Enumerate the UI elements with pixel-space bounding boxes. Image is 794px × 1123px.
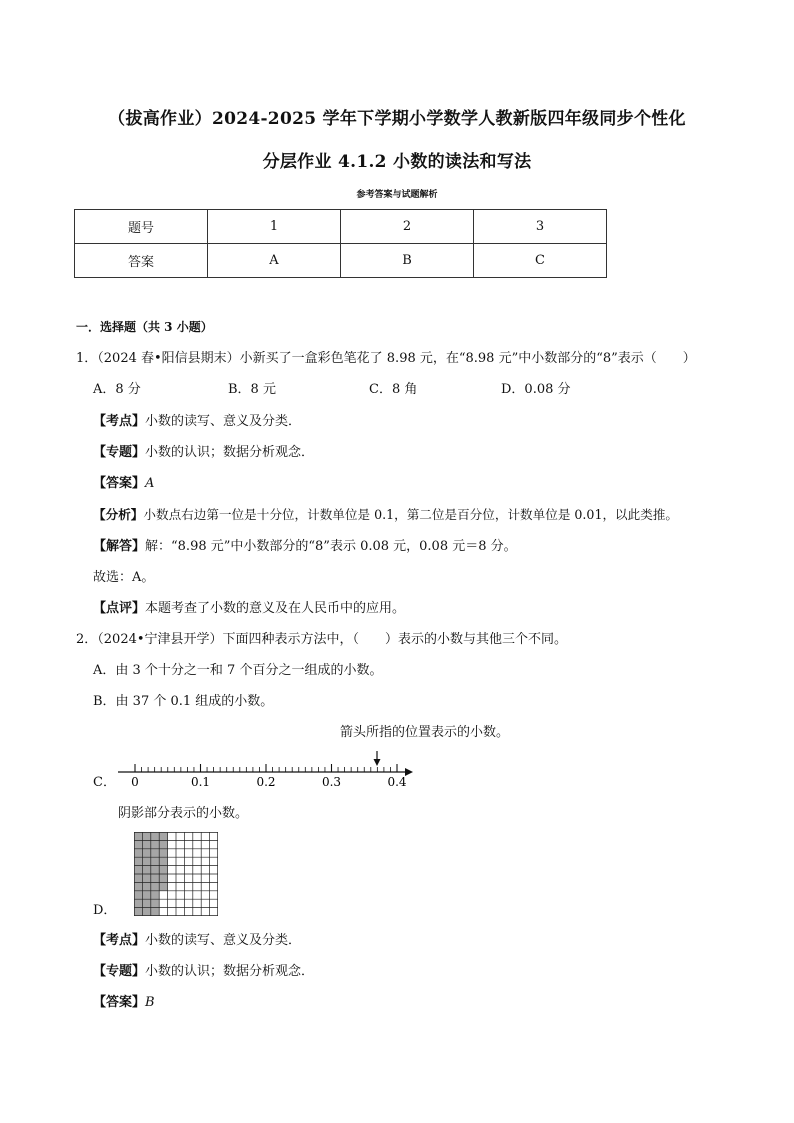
answer-table-row-answer xyxy=(75,244,607,278)
shaded-cell xyxy=(142,849,150,857)
table-cell: 3 xyxy=(474,210,607,244)
shaded-cell xyxy=(151,840,159,848)
axis-tick-label: 0.3 xyxy=(321,775,342,789)
q2-zhuanti xyxy=(93,964,314,980)
zhuanti-tag: 【专题】 xyxy=(93,445,146,460)
q2-stem: 2．（2024•宁津县开学）下面四种表示方法中，（ ）表示的小数与其他三个不同。 xyxy=(76,632,568,647)
analysis-tag: 【分析】 xyxy=(93,507,144,522)
shaded-cell xyxy=(134,874,142,882)
table-cell: 题号 xyxy=(75,210,208,244)
hundred-grid-figure xyxy=(134,832,218,916)
shaded-cell xyxy=(134,899,142,907)
shaded-cell xyxy=(151,908,159,916)
q2-option-a: A．由 3 个十分之一和 7 个百分之一组成的小数。 xyxy=(93,663,383,678)
shaded-cell xyxy=(151,891,159,899)
axis-tick-label: 0.4 xyxy=(387,775,407,789)
zhuanti-tag: 【专题】 xyxy=(93,964,146,979)
pointer-arrow-icon xyxy=(374,751,381,766)
q2-answer xyxy=(93,995,155,1011)
shaded-cell xyxy=(159,849,167,857)
document-title-line1: （拔高作业）2024-2025 学年下学期小学数学人教新版四年级同步个性化 xyxy=(108,109,686,129)
shaded-cell xyxy=(134,840,142,848)
kaodian-tag: 【考点】 xyxy=(93,933,146,948)
shaded-cell xyxy=(151,849,159,857)
q1-option-c: C．8 角 xyxy=(369,382,418,397)
table-cell: B xyxy=(341,244,474,278)
shaded-cell xyxy=(151,866,159,874)
number-line-ticks xyxy=(135,764,397,772)
q1-kaodian xyxy=(93,414,301,430)
zhuanti-text: 小数的认识；数据分析观念． xyxy=(145,445,315,460)
kaodian-text: 小数的读写、意义及分类． xyxy=(145,933,302,948)
shaded-cell xyxy=(159,840,167,848)
q1-answer xyxy=(93,476,154,492)
shaded-cell xyxy=(159,866,167,874)
shaded-cell xyxy=(134,849,142,857)
answer-text: A xyxy=(145,476,155,491)
table-cell: C xyxy=(474,244,607,278)
shaded-cell xyxy=(159,874,167,882)
answer-text: B xyxy=(145,995,155,1010)
shaded-cell xyxy=(151,832,159,840)
shaded-cell xyxy=(159,882,167,890)
shaded-cell xyxy=(151,882,159,890)
q1-option-b: B．8 元 xyxy=(228,382,276,397)
shaded-cell xyxy=(151,874,159,882)
document-subtitle: 参考答案与试题解析 xyxy=(356,190,438,200)
answer-table-row-number xyxy=(75,210,607,244)
q1-option-d: D．0.08 分 xyxy=(501,382,571,397)
shaded-cell xyxy=(159,857,167,865)
kaodian-tag: 【考点】 xyxy=(93,414,146,429)
table-cell: A xyxy=(208,244,341,278)
shaded-cell xyxy=(151,899,159,907)
shaded-cell xyxy=(142,874,150,882)
answer-tag: 【答案】 xyxy=(93,995,146,1010)
shaded-cell xyxy=(142,857,150,865)
zhuanti-text: 小数的认识；数据分析观念． xyxy=(145,964,315,979)
shaded-cell xyxy=(159,832,167,840)
shaded-cell xyxy=(142,840,150,848)
axis-tick-label: 0.1 xyxy=(190,775,211,789)
q2-option-c-caption: 箭头所指的位置表示的小数。 xyxy=(340,725,510,740)
shaded-cell xyxy=(134,832,142,840)
table-cell: 1 xyxy=(208,210,341,244)
section-heading: 一．选择题（共 3 小题） xyxy=(76,320,213,334)
q1-zhuanti xyxy=(93,445,314,461)
q2-option-d-caption: 阴影部分表示的小数。 xyxy=(118,806,249,821)
q1-choice: 故选：A。 xyxy=(93,570,155,585)
q2-option-c-label: C． xyxy=(93,775,116,790)
q2-option-b: B．由 37 个 0.1 组成的小数。 xyxy=(93,694,274,709)
answer-tag: 【答案】 xyxy=(93,476,146,491)
number-line-figure xyxy=(110,745,420,790)
shaded-cell xyxy=(151,857,159,865)
solution-text: 解：“8.98 元”中小数部分的“8”表示 0.08 元，0.08 元＝8 分。 xyxy=(145,539,517,554)
shaded-cell xyxy=(142,899,150,907)
q2-kaodian xyxy=(93,933,301,949)
table-cell: 答案 xyxy=(75,244,208,278)
comment-text: 本题考查了小数的意义及在人民币中的应用。 xyxy=(145,601,406,616)
answer-table xyxy=(74,209,607,278)
axis-tick-label: 0 xyxy=(131,775,139,789)
analysis-text: 小数点右边第一位是十分位，计数单位是 0.1，第二位是百分位，计数单位是 0.01，以此类推。 xyxy=(143,507,679,522)
shaded-cell xyxy=(142,891,150,899)
shaded-cell xyxy=(142,832,150,840)
axis-tick-label: 0.2 xyxy=(256,775,276,789)
shaded-cell xyxy=(134,891,142,899)
table-cell: 2 xyxy=(341,210,474,244)
shaded-cell xyxy=(134,908,142,916)
shaded-cell xyxy=(134,882,142,890)
q1-comment xyxy=(93,601,405,617)
shaded-cell xyxy=(142,882,150,890)
shaded-cell xyxy=(134,857,142,865)
q1-options xyxy=(93,382,571,398)
document-title-line2: 分层作业 4.1.2 小数的读法和写法 xyxy=(262,152,532,172)
q1-solution xyxy=(93,539,517,555)
kaodian-text: 小数的读写、意义及分类． xyxy=(145,414,302,429)
shaded-cell xyxy=(142,866,150,874)
q1-option-a: A．8 分 xyxy=(93,382,141,397)
q1-stem: 1．（2024 春•阳信县期末）小新买了一盒彩色笔花了 8.98 元，在“8.98 元”中小数部分的“8”表示（ ） xyxy=(76,351,696,366)
shaded-cell xyxy=(142,908,150,916)
solution-tag: 【解答】 xyxy=(93,539,146,554)
q2-option-d-label: D． xyxy=(93,903,117,918)
comment-tag: 【点评】 xyxy=(93,601,146,616)
q1-analysis xyxy=(93,507,678,523)
shaded-cell xyxy=(134,866,142,874)
